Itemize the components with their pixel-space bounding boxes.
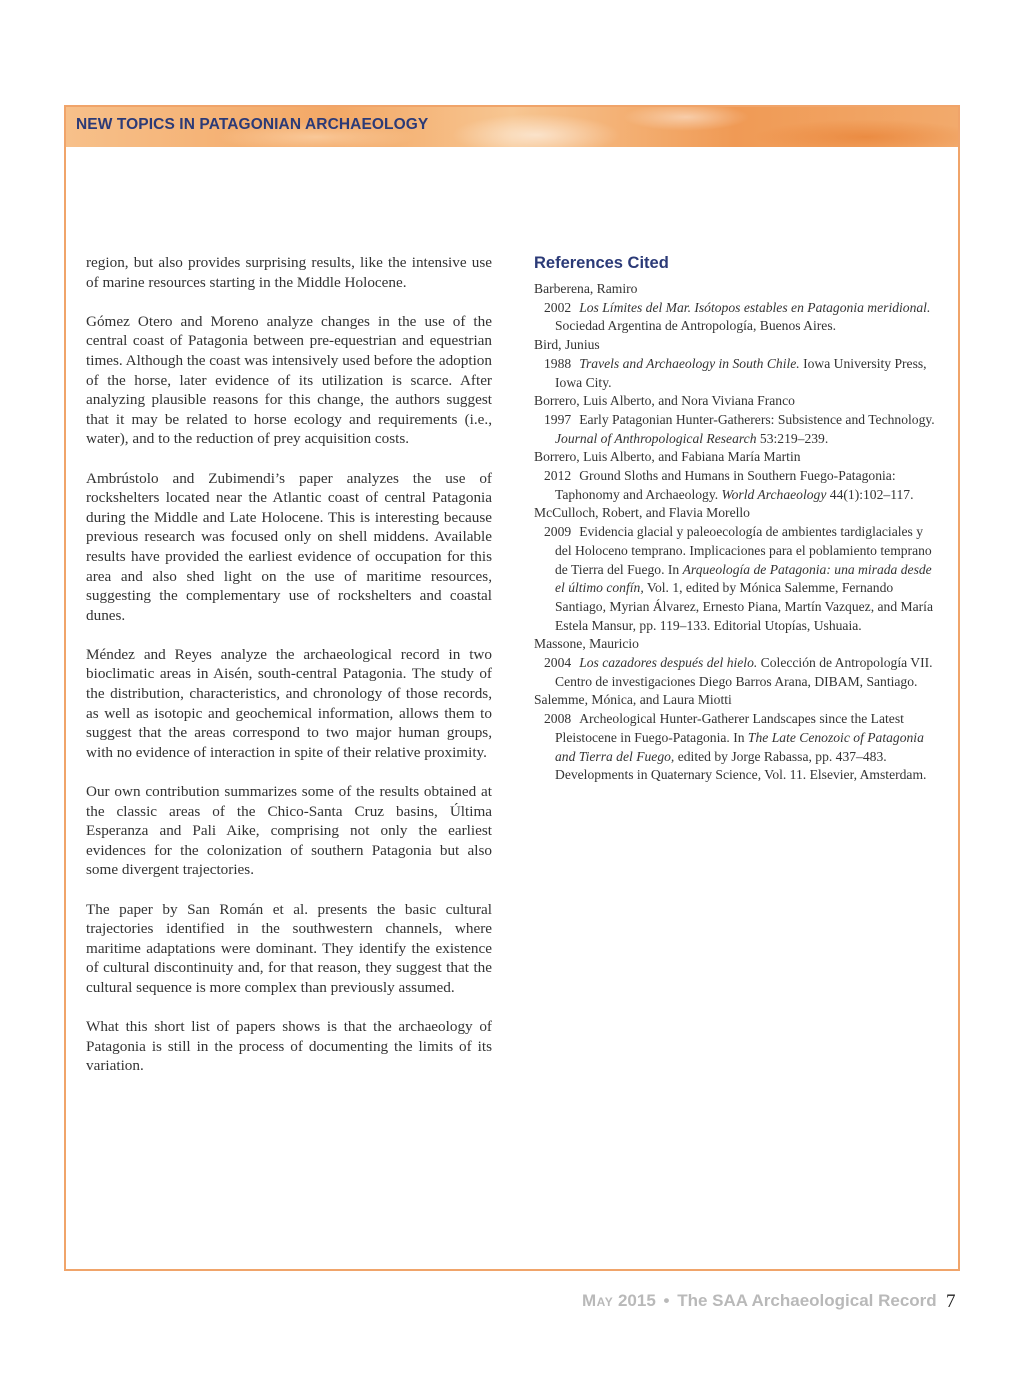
reference-author: Massone, Mauricio bbox=[534, 636, 639, 652]
reference-item bbox=[534, 392, 938, 448]
reference-text: Ground Sloths and Humans in Southern Fuego-Patagonia: Taphonomy and Archaeology. bbox=[555, 468, 896, 502]
reference-text: 53:219–239. bbox=[756, 430, 829, 446]
reference-entry bbox=[534, 355, 938, 392]
footer-month: May bbox=[582, 1291, 614, 1310]
reference-title: Los cazadores después del hielo. bbox=[579, 655, 758, 671]
reference-title: Journal of Anthropological Research bbox=[555, 430, 757, 446]
reference-title: Arqueología de Patagonia: una mirada desde el último confín, bbox=[555, 561, 932, 596]
reference-entry bbox=[534, 299, 938, 336]
reference-title: The Late Cenozoic of Patagonia and Tierra del Fuego, bbox=[555, 729, 924, 764]
reference-year: 1988 bbox=[544, 355, 572, 371]
body-paragraph: Gómez Otero and Moreno analyze changes in the use of the central coast of Patagonia between pre-equestrian and equestrian times. Although the coast was intensively used before the adoption of the horse, later evidence of its utilization is scarce. After analyzing plausible reasons for this change, the authors suggest that it may be related to horse ecology and requirements (i.e., water), and to the reduction of prey acquisition costs. bbox=[86, 312, 492, 448]
reference-author: Bird, Junius bbox=[534, 337, 600, 353]
body-paragraph: The paper by San Román et al. presents the basic cultural trajectories identified in the southwestern channels, where maritime adaptations were dominant. They identify the existence of cultural discontinuity and, for that reason, they suggest that the cultural sequence is more complex than previously assumed. bbox=[86, 900, 492, 996]
reference-item bbox=[534, 504, 938, 635]
references-heading: References Cited bbox=[534, 254, 669, 272]
reference-text: Evidencia glacial y paleoecología de ambientes tardiglaciales y del Holoceno temprano. Implicaciones para el poblamiento temprano de Tierra del Fuego. In bbox=[555, 524, 932, 577]
reference-text: Early Patagonian Hunter-Gatherers: Subsistence and Technology. bbox=[579, 411, 935, 427]
reference-title: Los Límites del Mar. Isótopos estables en Patagonia meridional. bbox=[579, 299, 931, 315]
reference-year: 1997 bbox=[544, 411, 572, 427]
references-column bbox=[534, 253, 938, 785]
reference-title: Travels and Archaeology in South Chile. bbox=[579, 355, 800, 371]
footer-year: 2015 bbox=[617, 1291, 656, 1310]
reference-entry bbox=[534, 654, 938, 691]
reference-item bbox=[534, 336, 938, 392]
reference-item bbox=[534, 448, 938, 504]
reference-text: 44(1):102–117. bbox=[826, 486, 914, 502]
reference-author: McCulloch, Robert, and Flavia Morello bbox=[534, 505, 750, 521]
section-title: NEW TOPICS IN PATAGONIAN ARCHAEOLOGY bbox=[76, 116, 429, 133]
reference-text: Iowa University Press, Iowa City. bbox=[555, 355, 927, 390]
reference-text: edited by Jorge Rabassa, pp. 437–483. Developments in Quaternary Science, Vol. 11. Elsevier, Amsterdam. bbox=[555, 748, 927, 783]
reference-year: 2002 bbox=[544, 299, 572, 315]
body-paragraph: region, but also provides surprising results, like the intensive use of marine resources starting in the Middle Holocene. bbox=[86, 254, 492, 291]
reference-title: World Archaeology bbox=[721, 486, 827, 502]
page-number: 7 bbox=[946, 1291, 956, 1312]
body-paragraph: What this short list of papers shows is that the archaeology of Patagonia is still in the process of documenting the limits of its variation. bbox=[86, 1018, 492, 1075]
body-paragraph: Our own contribution summarizes some of the results obtained at the classic areas of the Chico-Santa Cruz basins, Última Esperanza and Pali Aike, comprising not only the earliest evidences for the colonization of southern Patagonia but also some divergent trajectories. bbox=[86, 783, 492, 879]
reference-year: 2008 bbox=[544, 711, 572, 727]
reference-entry bbox=[534, 710, 938, 785]
reference-year: 2004 bbox=[544, 655, 572, 671]
reference-author: Borrero, Luis Alberto, and Fabiana María Martin bbox=[534, 449, 801, 465]
reference-author: Salemme, Mónica, and Laura Miotti bbox=[534, 692, 732, 708]
reference-author: Barberena, Ramiro bbox=[534, 281, 638, 296]
reference-text: Sociedad Argentina de Antropología, Buenos Aires. bbox=[555, 318, 837, 334]
reference-author: Borrero, Luis Alberto, and Nora Viviana Franco bbox=[534, 393, 795, 409]
reference-text: Colección de Antropología VII. Centro de investigaciones Diego Barros Arana, DIBAM, Santiago. bbox=[555, 655, 933, 689]
footer-bullet: • bbox=[663, 1291, 670, 1310]
reference-year: 2012 bbox=[544, 468, 572, 484]
section-banner bbox=[66, 107, 958, 147]
body-column bbox=[86, 253, 492, 1096]
reference-entry bbox=[534, 523, 938, 635]
footer-publication: The SAA Archaeological Record bbox=[677, 1291, 937, 1310]
body-paragraph: Méndez and Reyes analyze the archaeological record in two bioclimatic areas in Aisén, south-central Patagonia. The study of the distribution, characteristics, and chronology of those records, as well as isotopic and geochemical information, allows them to suggest that the areas correspond to two major human groups, with no evidence of interaction in spite of their relative proximity. bbox=[86, 645, 492, 761]
reference-text: Archeological Hunter-Gatherer Landscapes since the Latest Pleistocene in Fuego-Patagonia. In bbox=[555, 711, 904, 745]
reference-item bbox=[534, 691, 938, 785]
running-footer bbox=[582, 1291, 937, 1311]
reference-item bbox=[534, 280, 938, 336]
reference-entry bbox=[534, 467, 938, 504]
body-paragraph: Ambrústolo and Zubimendi’s paper analyzes the use of rockshelters located near the Atlantic coast of central Patagonia during the Middle and Late Holocene. This is interesting because previous research was focused only on shell middens. Available results have provided the earliest evidence of occupation for this area and also shed light on the use of maritime resources, suggesting the complementary use of rockshelters and coastal dunes. bbox=[86, 469, 492, 624]
reference-item bbox=[534, 635, 938, 691]
reference-text: Vol. 1, edited by Mónica Salemme, Fernando Santiago, Myrian Álvarez, Ernesto Piana, Martín Vazquez, and María Estela Mansur, pp. 119–133. Editorial Utopías, Ushuaia. bbox=[555, 580, 933, 633]
reference-entry bbox=[534, 411, 938, 448]
reference-year: 2009 bbox=[544, 524, 572, 540]
